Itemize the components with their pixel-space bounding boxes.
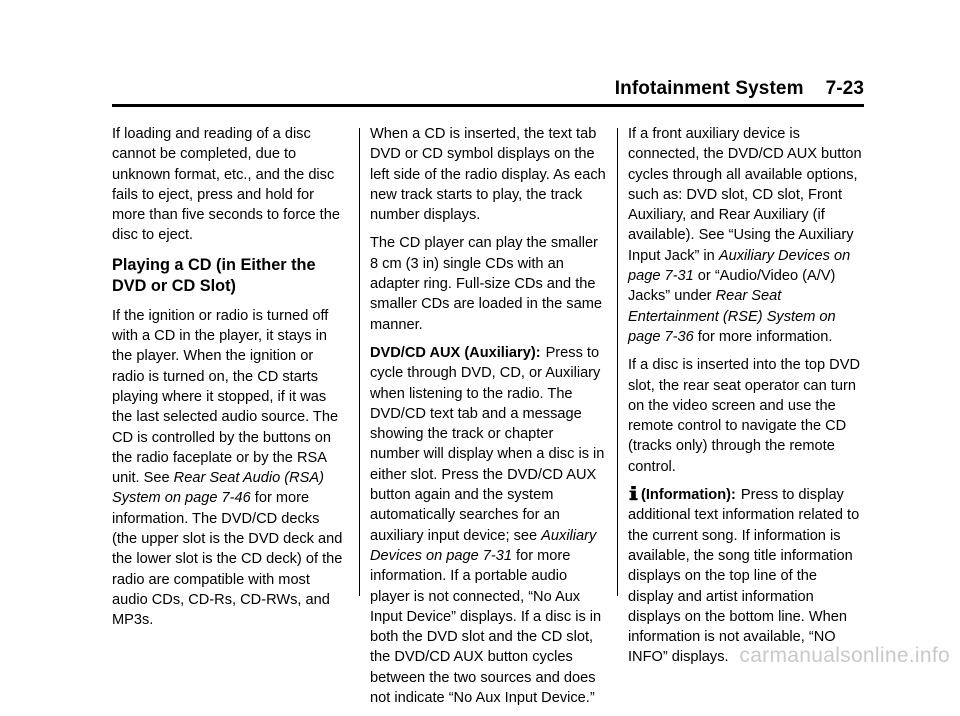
cross-reference: Auxiliary Devices on page 7-31 [628,247,851,285]
paragraph [628,124,864,347]
header-rule [112,104,864,107]
body-text: If a front auxiliary device is connected, the DVD/CD AUX button cycles through all available options, such as: DVD slot, CD slot, Front Auxiliary, and Rear Auxiliary (if available). See “Using the Auxiliary Input Jack” in [628,126,862,264]
page-number: 7-23 [825,78,864,99]
cross-reference: Rear Seat Audio (RSA) System on page 7-46 [112,470,324,507]
column-1 [112,124,348,639]
paragraph [370,343,606,708]
column-3 [628,124,864,676]
paragraph [112,306,348,631]
watermark: carmanualsonline.info [739,644,950,667]
cross-reference: Auxiliary Devices on page 7-31 [370,527,597,564]
body-text: If the ignition or radio is turned off with a CD in the player, it stays in the player. When the ignition or radio is turned on, the CD starts playing where it stopped, if it was the last selected audio source. The CD is controlled by the buttons on the radio faceplate or by the RSA unit. See [112,307,339,487]
body-text: for more information. [693,328,833,345]
cross-reference: Rear Seat Entertainment (RSE) System on page 7-36 [628,288,836,345]
column-divider-2 [617,128,618,596]
column-divider-1 [359,128,360,596]
paragraph: When a CD is inserted, the text tab DVD or CD symbol displays on the left side of the radio display. As each new track starts to play, the track number displays. [370,126,606,224]
body-text: for more information. The DVD/CD decks (the upper slot is the DVD deck and the lower slot is the CD deck) of the radio are compatible with most audio CDs, CD-Rs, CD-RWs, and MP3s. [112,490,343,629]
body-text: Press to cycle through DVD, CD, or Auxiliary when listening to the radio. The DVD/CD text tab and a message showing the track or chapter number will display when a disc is in either slot. Press the DVD/CD AUX button again and the system automatically searches for an auxiliary input device; see [370,344,605,544]
paragraph: The CD player can play the smaller 8 cm (3 in) single CDs with an adapter ring. Full-size CDs and the smaller CDs are loaded in the same manner. [370,235,602,333]
section-heading: Playing a CD (in Either the DVD or CD Slot) [112,255,316,295]
body-text: or “Audio/Video (A/V) Jacks” under [628,268,836,305]
column-2 [370,124,606,716]
paragraph: If a disc is inserted into the top DVD slot, the rear seat operator can turn on the video screen and use the remote control to navigate the CD (tracks only) through the remote control. [628,357,860,475]
paragraph [628,485,864,668]
page-header [112,78,864,104]
section-title: Infotainment System [614,78,804,99]
term-label: DVD/CD AUX (Auxiliary): [370,344,541,361]
body-text: for more information. If a portable audio player is not connected, “No Aux Input Device” displays. If a disc is in both the DVD slot and the CD slot, the DVD/CD AUX button cycles between the two sources and does not indicate “No Aux Input Device.” [370,547,602,707]
header-text [615,78,864,100]
info-icon [628,486,639,501]
term-label: (Information): [641,487,736,504]
paragraph: If loading and reading of a disc cannot be completed, due to unknown format, etc., and the disc fails to eject, press and hold for more than five seconds to force the disc to eject. [112,126,340,244]
body-text: Press to display additional text information related to the current song. If information is available, the song title information displays on the top line of the display and artist information displays on the bottom line. When information is not available, “NO INFO” displays. [628,487,860,666]
